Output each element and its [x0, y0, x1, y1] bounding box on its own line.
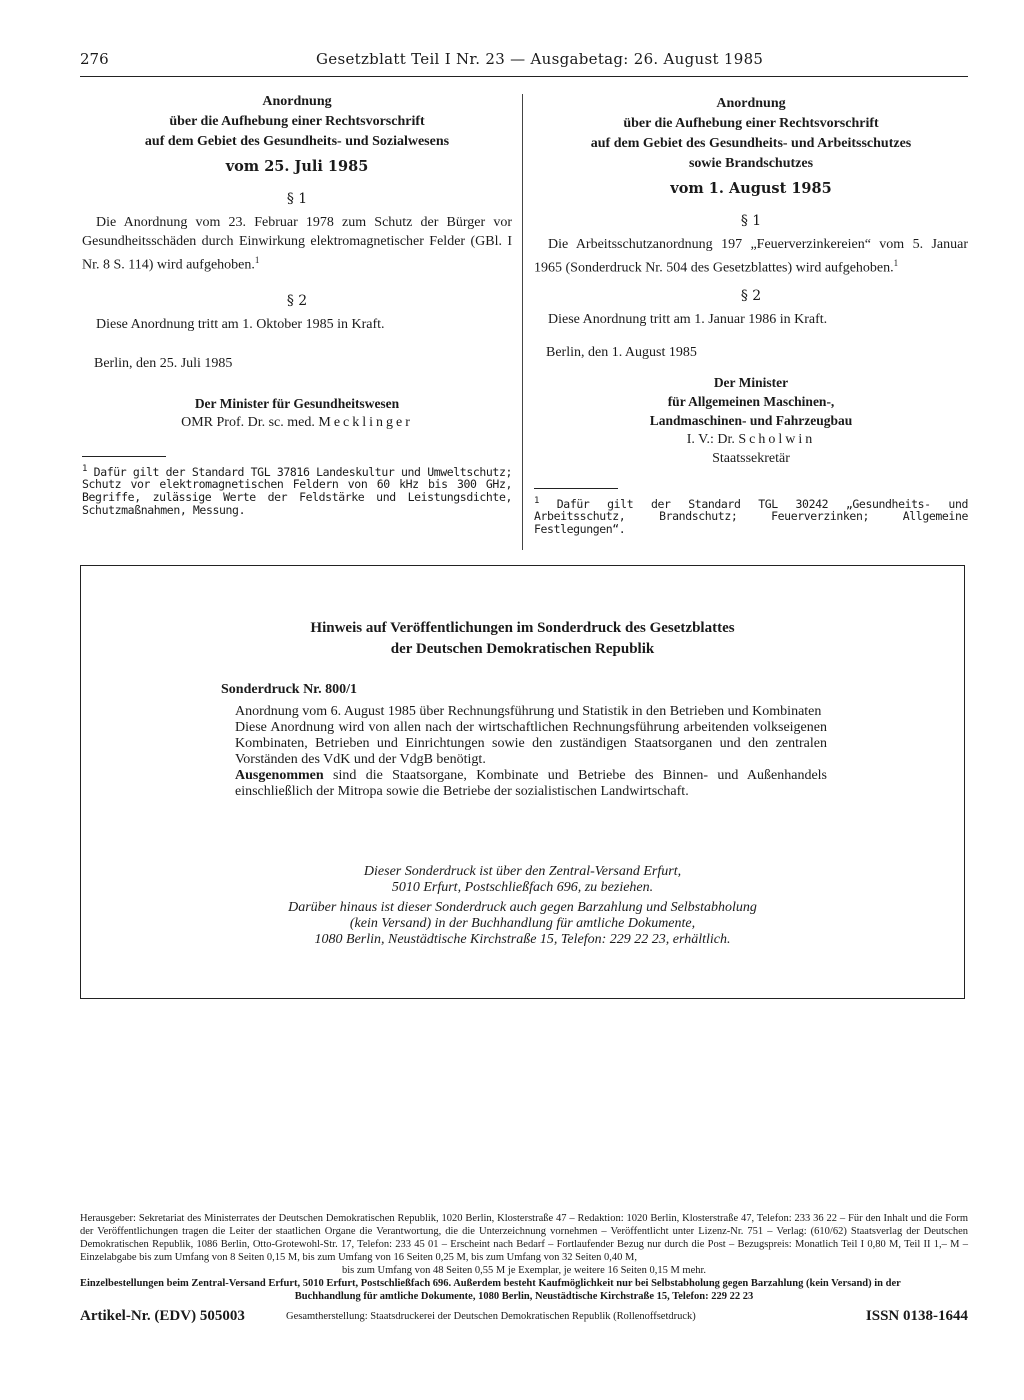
signer-prefix: OMR Prof. Dr. sc. med. [181, 414, 315, 430]
notice-availability [81, 864, 964, 952]
left-article-date: vom 25. Juli 1985 [225, 158, 369, 175]
paragraph-text-content: Die Arbeitsschutzanordnung 197 „Feuerverzinkereien“ vom 5. Januar 1965 (Sonderdruck Nr. 504 des Gesetzblattes) wird aufgehoben. [534, 237, 968, 276]
page-header [80, 48, 968, 74]
availability-line: Darüber hinaus ist dieser Sonderdruck auch gegen Barzahlung und Selbstabholung [288, 900, 757, 915]
place-date: Berlin, den 25. Juli 1985 [94, 355, 233, 371]
availability-paragraph [81, 900, 964, 948]
footnote-text: Dafür gilt der Standard TGL 37816 Landeskultur und Umweltschutz; Schutz vor elektromagnetischen Feldern von 60 kHz bis 300 GHz, Begriffe, zulässige Werte der Feldstärke und Leistungsdichte, Schutzmaßnahmen, Messung. [82, 464, 513, 518]
signer [82, 413, 512, 432]
notice-title-line: Hinweis auf Veröffentlichungen im Sonderdruck des Gesetzblattes [310, 620, 735, 636]
imprint-orders-center: Buchhandlung für amtliche Dokumente, 1080 Berlin, Neustädtische Kirchstraße 15, Telefon: 229 22 23 [294, 1291, 754, 1302]
paragraph-text: Diese Anordnung tritt am 1. Januar 1986 in Kraft. [548, 311, 828, 327]
notice-body [235, 704, 827, 800]
imprint-text: Herausgeber: Sekretariat des Ministerrates der Deutschen Demokratischen Republik, 1020 Berlin, Klosterstraße 47 – Redaktion: 1020 Berlin, Klosterstraße 47, Telefon: 233 36 22 – Für den Inhalt und die Form der Veröffentlichungen tragen die Leiter der staatlichen Organe die Verantwortung, die die Unterzeichnung vornehmen – Veröffentlicht unter Lizenz-Nr. 751 – Verlag: (610/62) Staatsverlag der Deutschen Demokratischen Republik, 1086 Berlin, Otto-Grotewohl-Str. 17, Telefon: 233 45 01 – Erscheint nach Bedarf – Fortlaufender Bezug nur durch die Post – Bezugspreis: Monatlich Teil I 0,80 M, Teil II 1,– M – Einzelabgabe bis zum Umfang von 8 Seiten 0,15 M, bis zum Umfang von 16 Seiten 0,25 M, bis zum Umfang von 32 Seiten 0,40 M, [80, 1213, 968, 1263]
footnote-mark: 1 [82, 463, 88, 474]
title-line: sowie Brandschutzes [688, 156, 814, 171]
availability-line: 5010 Erfurt, Postschließfach 696, zu beziehen. [391, 880, 654, 895]
right-article [534, 94, 968, 536]
right-article-date: vom 1. August 1985 [670, 180, 832, 197]
sonderdruck-label: Sonderdruck Nr. 800/1 [221, 682, 358, 697]
availability-paragraph [81, 864, 964, 896]
paragraph-text-content: Die Anordnung vom 23. Februar 1978 zum Schutz der Bürger vor Gesundheitsschäden durch Einwirkung elektromagnetischer Felder (GBl. I Nr. 8 S. 114) wird aufgehoben. [82, 215, 512, 273]
footnote [534, 495, 968, 537]
place-date: Berlin, den 1. August 1985 [546, 344, 697, 360]
imprint [80, 1212, 968, 1303]
title-line: auf dem Gebiet des Gesundheits- und Arbeitsschutzes [590, 136, 912, 151]
footnote-mark: 1 [254, 255, 260, 265]
page-number: 276 [80, 50, 109, 68]
signer-prefix: I. V.: Dr. [686, 431, 735, 447]
availability-line: (kein Versand) in der Buchhandlung für amtliche Dokumente, [349, 916, 696, 931]
column-divider [522, 94, 523, 550]
notice-title [81, 618, 964, 660]
imprint-orders: Einzelbestellungen beim Zentral-Versand Erfurt, 5010 Erfurt, Postschließfach 696. Außerdem besteht Kaufmöglichkeit nur bei Selbstabholung gegen Barzahlung (kein Versand) in der [80, 1278, 901, 1289]
paragraph-text: Diese Anordnung tritt am 1. Oktober 1985 in Kraft. [96, 316, 385, 332]
issn: ISSN 0138-1644 [865, 1308, 968, 1324]
right-article-title [534, 94, 968, 174]
notice-lead: Ausgenommen [235, 768, 324, 783]
title-line: über die Aufhebung einer Rechtsvorschrift [169, 114, 425, 129]
title-line: über die Aufhebung einer Rechtsvorschrift [623, 116, 879, 131]
notice-box [80, 565, 965, 999]
notice-paragraph: Diese Anordnung wird von allen nach der wirtschaftlichen Rechnungsführung arbeitenden volkseigenen Kombinaten, Betrieben und Einrichtungen sowie den zuständigen Staatsorganen und den zentralen Vorständen des VdK und der VdgB benötigt. [235, 720, 827, 767]
paragraph-text [82, 213, 512, 275]
paragraph-text [534, 235, 968, 278]
footnote [82, 463, 512, 518]
left-article-title [82, 92, 512, 152]
paragraph-heading: § 1 [286, 191, 308, 207]
left-article [82, 92, 512, 517]
footnote-mark: 1 [534, 495, 540, 506]
paragraph-heading: § 1 [740, 213, 762, 229]
signer-name: Mecklinger [318, 414, 413, 430]
footnote-text: Dafür gilt der Standard TGL 30242 „Gesundheits- und Arbeitsschutz, Brandschutz; Feuerverzinken; Allgemeine Festlegungen“. [534, 496, 969, 537]
paragraph-heading: § 2 [286, 292, 308, 309]
notice-rest: sind die Staatsorgane, Kombinate und Betriebe des Binnen- und Außenhandels einschließlich der Mitropa sowie die Betriebe der sozialistischen Landwirtschaft. [235, 768, 827, 799]
minister-title [534, 373, 968, 430]
title-line: Anordnung [716, 96, 786, 111]
signer-role: Staatssekretär [712, 450, 790, 466]
footnote-rule [534, 488, 618, 489]
bottom-line [80, 1308, 968, 1328]
artikel-number: Artikel-Nr. (EDV) 505003 [80, 1308, 245, 1324]
footnote-rule [82, 456, 166, 457]
title-line: auf dem Gebiet des Gesundheits- und Sozialwesens [144, 134, 450, 149]
header-rule [80, 76, 968, 77]
imprint-text-center: bis zum Umfang von 48 Seiten 0,55 M je Exemplar, je weitere 16 Seiten 0,15 M mehr. [341, 1265, 707, 1276]
header-title: Gesetzblatt Teil I Nr. 23 — Ausgabetag: 26. August 1985 [316, 50, 764, 68]
notice-paragraph [235, 768, 827, 800]
minister-line: Landmaschinen- und Fahrzeugbau [649, 412, 853, 428]
minister-line: für Allgemeinen Maschinen-, [667, 393, 835, 409]
title-line: Anordnung [262, 94, 332, 109]
minister-line: Der Minister [713, 374, 789, 390]
minister-title: Der Minister für Gesundheitswesen [194, 395, 400, 411]
paragraph-heading: § 2 [740, 287, 762, 304]
availability-line: 1080 Berlin, Neustädtische Kirchstraße 15, Telefon: 229 22 23, erhältlich. [314, 932, 731, 947]
signer [534, 430, 968, 449]
notice-paragraph: Anordnung vom 6. August 1985 über Rechnungsführung und Statistik in den Betrieben und Kombinaten [235, 704, 822, 719]
signer-name: Scholwin [738, 431, 816, 447]
gesamtherstellung: Gesamtherstellung: Staatsdruckerei der Deutschen Demokratischen Republik (Rollenoffsetdruck) [286, 1311, 696, 1322]
footnote-mark: 1 [893, 258, 899, 268]
notice-title-line: der Deutschen Demokratischen Republik [390, 641, 655, 657]
availability-line: Dieser Sonderdruck ist über den Zentral-Versand Erfurt, [363, 864, 682, 879]
